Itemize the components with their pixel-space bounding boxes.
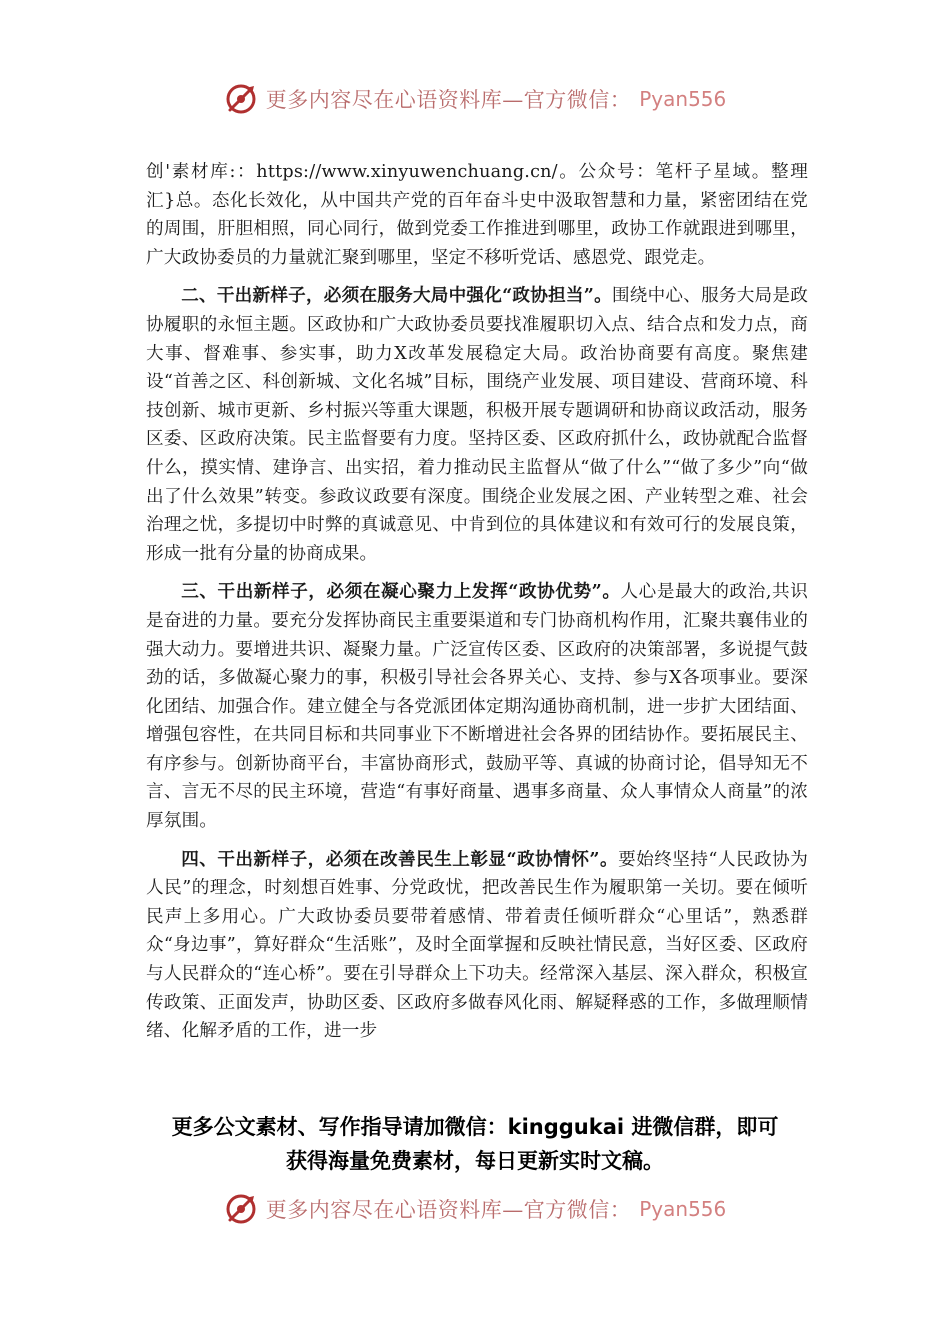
promo-call-to-action [0, 1110, 950, 1178]
paragraph-text: 围绕中心、服务大局是政协履职的永恒主题。区政协和广大政协委员要找准履职切入点、结合点和发力点，商大事、督难事、参实事，助力X改革发展稳定大局。政治协商要有高度。聚焦建设“首善之区、科创新城、文化名城”目标，围绕产业发展、项目建设、营商环境、科技创新、城市更新、乡村振兴等重大课题，积极开展专题调研和协商议政活动，服务区委、区政府决策。民主监督要有力度。坚持区委、区政府抓什么，政协就配合监督什么，摸实情、建诤言、出实招，着力推动民主监督从“做了什么”“做了多少”向“做出了什么效果”转变。参政议政要有深度。围绕企业发展之困、产业转型之难、社会治理之忧，多提切中时弊的真诚意见、中肯到位的具体建议和有效可行的发展良策，形成一批有分量的协商成果。 [146, 286, 809, 564]
document-body [146, 158, 808, 1056]
banner-text: 更多内容尽在心语资料库—官方微信： [265, 1198, 632, 1222]
banner-wechat-id: Pyan556 [639, 1197, 727, 1221]
banner-wechat-id: Pyan556 [639, 87, 727, 111]
paragraph-text: 创'素材库:：https://www.xinyuwenchuang.cn/。公众号：笔杆子星域。整理汇}总。态化长效化，从中国共产党的百年奋斗史中汲取智慧和力量，紧密团结在党的周围，肝胆相照，同心同行，做到党委工作推进到哪里，政协工作就跟进到哪里，广大政协委员的力量就汇聚到哪里，坚定不移听党话、感恩党、跟党走。 [146, 162, 808, 268]
header-banner [0, 82, 950, 122]
paragraph-text: 要始终坚持“人民政协为人民”的理念，时刻想百姓事、分党政忧，把改善民生作为履职第一关切。要在倾听民声上多用心。广大政协委员要带着感情、带着责任倾听群众“心里话”，熟悉群众“身边事”，算好群众“生活账”，及时全面掌握和反映社情民意，当好区委、区政府与人民群众的“连心桥”。要在引导群众上下功夫。经常深入基层、深入群众，积极宣传政策、正面发声，协助区委、区政府多做春风化雨、解疑释惑的工作，多做理顺情绪、化解矛盾的工作，进一步 [146, 849, 808, 1042]
footer-banner [0, 1192, 950, 1232]
paragraph-text: 人心是最大的政治,共识是奋进的力量。要充分发挥协商民主重要渠道和专门协商机构作用，汇聚共襄伟业的强大动力。要增进共识、凝聚力量。广泛宣传区委、区政府的决策部署，多说提气鼓劲的话，多做凝心聚力的事，积极引导社会各界关心、支持、参与X各项事业。要深化团结、加强合作。建立健全与各党派团体定期沟通协商机制，进一步扩大团结面、增强包容性，在共同目标和共同事业下不断增进社会各界的团结协作。要拓展民主、有序参与。创新协商平台，丰富协商形式，鼓励平等、真诚的协商讨论，倡导知无不言、言无不尽的民主环境，营造“有事好商量、遇事多商量、众人事情众人商量”的浓厚氛围。 [146, 582, 808, 832]
promo-line-2: 获得海量免费素材，每日更新实时文稿。 [286, 1149, 664, 1173]
logo-icon [224, 82, 258, 116]
paragraph-1 [146, 158, 808, 272]
section-heading: 三、干出新样子，必须在凝心聚力上发挥“政协优势”。 [181, 581, 621, 603]
section-heading: 二、干出新样子，必须在服务大局中强化“政协担当”。 [181, 285, 612, 307]
paragraph-2 [146, 282, 808, 568]
paragraph-4 [146, 846, 808, 1046]
logo-icon [224, 1192, 258, 1226]
promo-line-1: 更多公文素材、写作指导请加微信：kinggukai 进微信群，即可 [171, 1115, 779, 1139]
section-heading: 四、干出新样子，必须在改善民生上彰显“政协情怀”。 [181, 848, 619, 870]
banner-text: 更多内容尽在心语资料库—官方微信： [265, 88, 632, 112]
paragraph-3 [146, 578, 808, 835]
